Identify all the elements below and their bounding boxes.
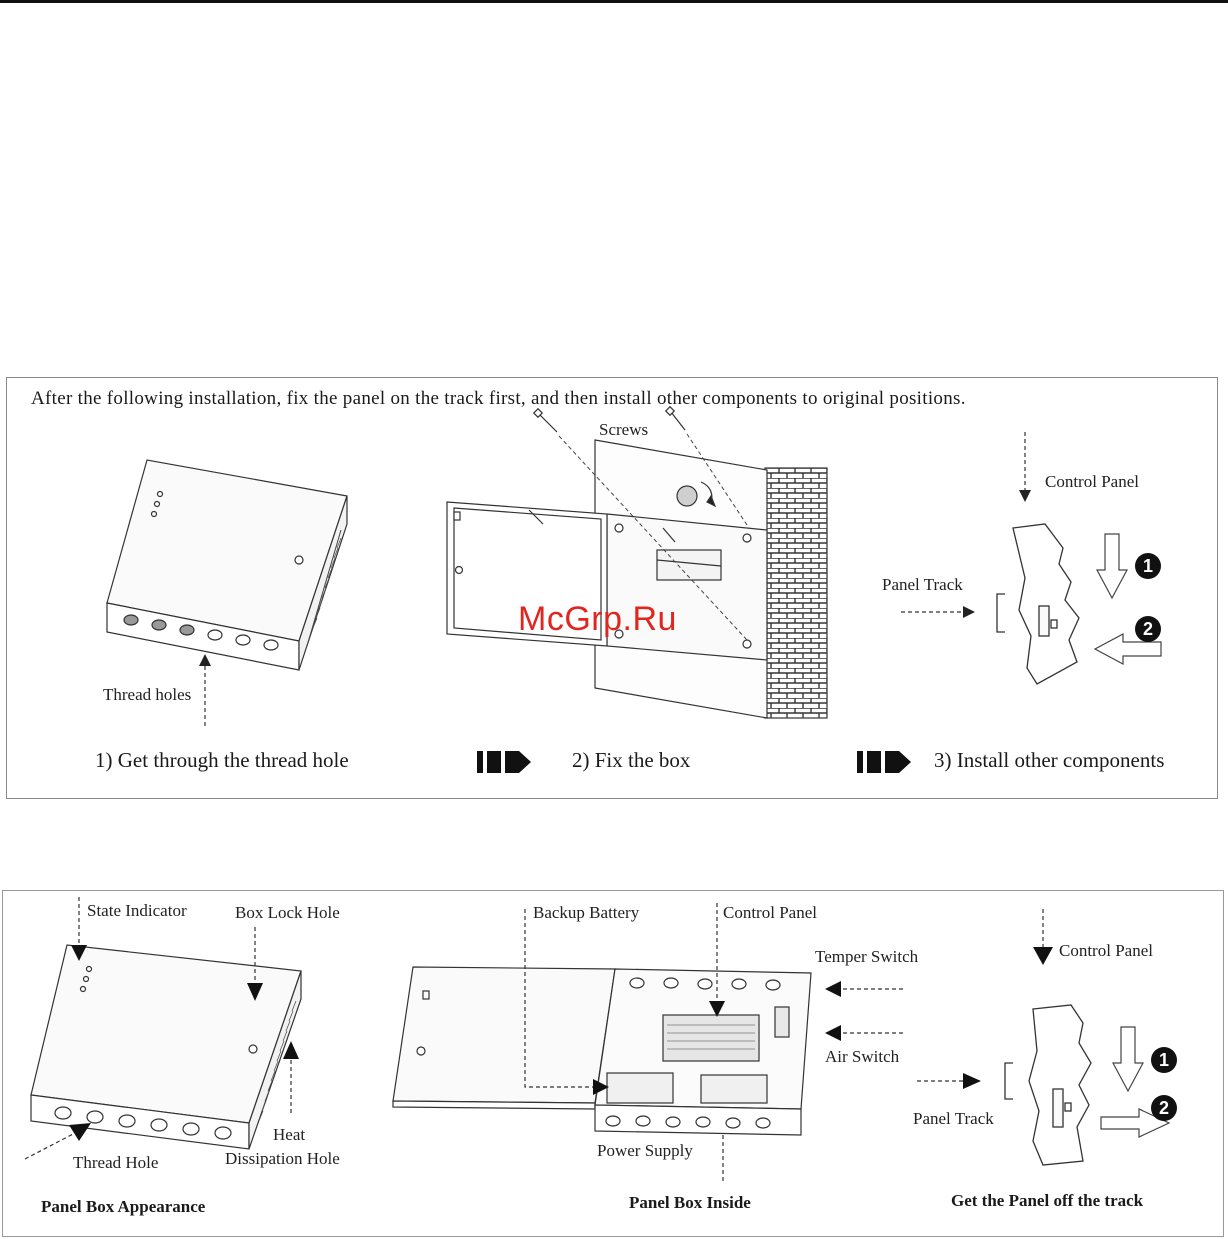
top-rule <box>0 0 1228 3</box>
panel-track-right-label: Panel Track <box>913 1109 994 1128</box>
control-panel-drawing <box>997 524 1079 684</box>
installation-illustration <box>7 378 1217 798</box>
step-3-text: 3) Install other components <box>934 748 1165 772</box>
control-panel-inside-label: Control Panel <box>723 903 817 922</box>
installation-steps-panel <box>6 377 1218 799</box>
caption-panel-box-appearance: Panel Box Appearance <box>41 1197 206 1216</box>
panel-box-drawing <box>107 460 347 670</box>
panel-box-appearance-drawing <box>31 945 301 1149</box>
air-switch-label: Air Switch <box>825 1047 900 1066</box>
power-supply-label: Power Supply <box>597 1141 693 1160</box>
heat-label: Heat <box>273 1125 306 1144</box>
backup-battery-label: Backup Battery <box>533 903 640 922</box>
step-number-1: 1 <box>1135 553 1161 579</box>
state-indicator-label: State Indicator <box>87 901 187 920</box>
screws-label: Screws <box>599 420 649 439</box>
watermark: McGrp.Ru <box>518 600 677 638</box>
panel-box-illustration <box>3 891 1223 1236</box>
off-track-step-number-2: 2 <box>1151 1095 1177 1121</box>
step-number-2: 2 <box>1135 616 1161 642</box>
step-arrow-2 <box>857 751 911 773</box>
installation-intro: After the following installation, fix the panel on the track first, and then install other components to original positions. <box>31 388 966 409</box>
wall-box-drawing <box>447 440 827 718</box>
panel-off-track-drawing <box>1005 1005 1091 1165</box>
caption-get-panel-off-track: Get the Panel off the track <box>951 1191 1144 1210</box>
caption-panel-box-inside: Panel Box Inside <box>629 1193 751 1212</box>
off-track-step-number-1: 1 <box>1151 1047 1177 1073</box>
control-panel-right-label: Control Panel <box>1059 941 1153 960</box>
box-lock-hole-label: Box Lock Hole <box>235 903 340 922</box>
temper-switch-label: Temper Switch <box>815 947 919 966</box>
step-2-text: 2) Fix the box <box>572 748 691 772</box>
thread-holes-label: Thread holes <box>103 685 192 704</box>
step-1-text: 1) Get through the thread hole <box>95 748 349 772</box>
thread-hole-label: Thread Hole <box>73 1153 159 1172</box>
panel-box-details-panel <box>2 890 1224 1237</box>
control-panel-label: Control Panel <box>1045 472 1139 491</box>
panel-track-label: Panel Track <box>882 575 963 594</box>
step-arrow-1 <box>477 751 531 773</box>
dissipation-hole-label: Dissipation Hole <box>225 1149 340 1168</box>
panel-box-inside-drawing <box>393 967 811 1135</box>
